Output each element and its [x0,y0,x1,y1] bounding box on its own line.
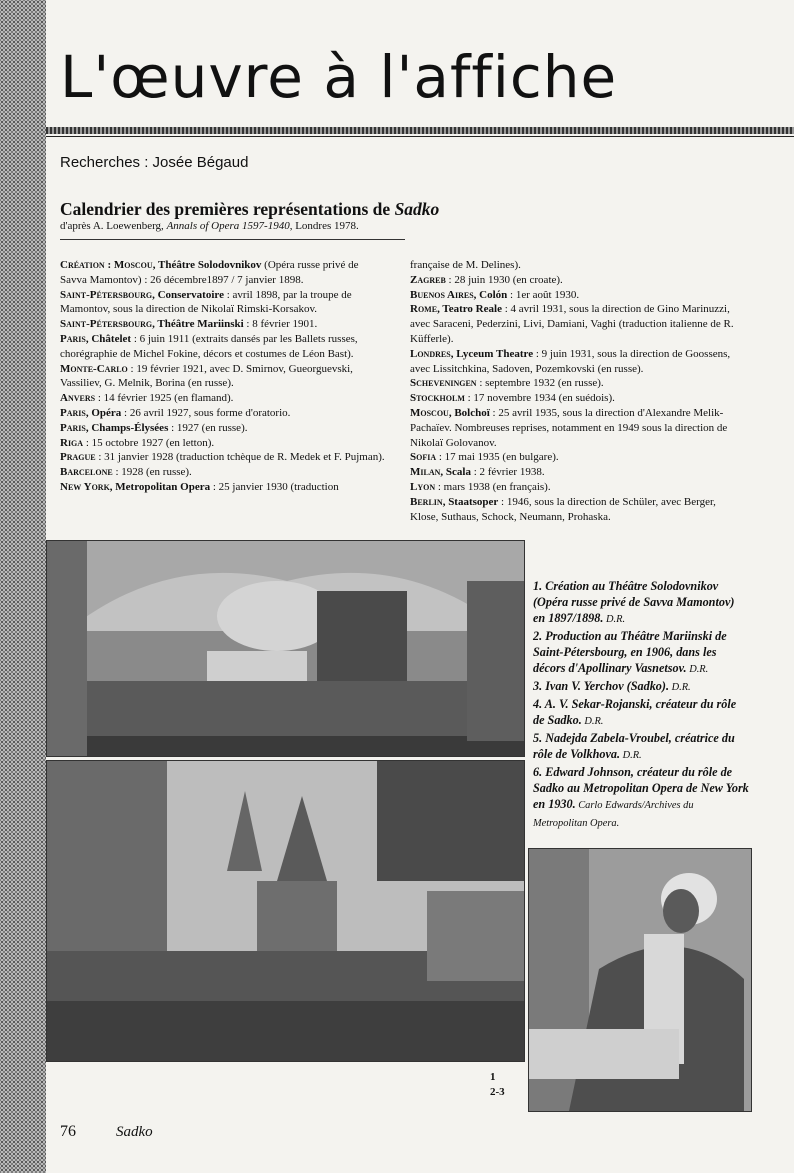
calendar-details: : 26 avril 1927, sous forme d'oratorio. [121,406,291,419]
calendar-venue: Théâtre Solodovnikov [158,259,262,271]
caption-text: 3. Ivan V. Yerchov (Sadko). [533,679,669,693]
calendar-column-right [410,258,738,524]
calendar-entry: Londres, Lyceum Theatre : 9 juin 1931, sous la direction de Goossens, avec Lissitchkina, Sadoven, Pozemkovski (en russe). [410,347,731,375]
calendar-place: Barcelone [60,466,113,479]
title-rule-thin [46,136,794,137]
calendar-entry: Paris, Châtelet : 6 juin 1911 (extraits dansés par les Ballets russes, chorégraphie de Michel Fokine, décors et costumes de Léon Bast). [60,332,358,360]
calendar-place: Moscou [410,406,449,419]
photo-number-1: 1 [490,1071,496,1083]
calendar-entry [410,450,738,465]
calendar-details: : 1928 (en russe). [112,466,192,479]
calendar-entry [410,391,738,406]
calendar-details: française de M. Delines). [410,259,521,271]
calendar-details: : 19 février 1921, avec D. Smirnov, Gueorguevski, Vassiliev, G. Melnik, Borina (en russe). [60,362,353,390]
calendar-entry [410,376,738,391]
calendar-entry [60,436,388,451]
caption-credit: D.R. [686,664,709,675]
calendar-entry: Paris, Opéra : 26 avril 1927, sous forme d'oratorio. [60,406,291,419]
photo-premiere-scene [46,540,525,757]
caption-credit: D.R. [620,750,642,761]
calendar-entry: New York, Metropolitan Opera : 25 janvier 1930 (traduction [60,480,339,493]
calendar-entry: Création : Moscou, Théâtre Solodovnikov (Opéra russe privé de Savva Mamontov) : 26 décembre1897 / 7 janvier 1898. [60,259,359,286]
calendar-place: Buenos Aires [410,288,474,301]
calendar-place: New York [60,480,110,493]
photo-mariinski-scene [46,760,525,1062]
calendar-place: Lyon [410,480,436,493]
calendar-venue: Opéra [91,406,122,419]
calendar-place: Riga [60,436,84,449]
calendar-venue: Châtelet [91,332,132,345]
calendar-place: Zagreb [410,273,446,286]
source-rule [60,239,405,240]
caption-text: 6. Edward Johnson, créateur du rôle de Sadko au Metropolitan Opera de New York en 1930. [533,765,749,811]
calendar-details: : 1er août 1930. [507,288,580,301]
calendar-place: Saint-Pétersbourg [60,288,153,301]
caption-1 [533,578,749,628]
calendar-place: Prague [60,451,96,464]
calendar-entry [60,450,388,465]
calendar-place: Scheveningen [410,377,477,390]
calendar-venue: Metropolitan Opera [115,480,211,493]
calendar-entry: Paris, Champs-Élysées : 1927 (en russe). [60,421,248,434]
calendar-place: Paris [60,406,86,419]
calendar-place: Création : Moscou [60,259,153,271]
calendar-details: : 25 janvier 1930 (traduction [210,480,339,493]
calendar-entry [410,273,738,288]
page-title: L'œuvre à l'affiche [60,43,618,111]
calendar-place: Berlin [410,495,443,508]
calendar-details: : 25 avril 1935, sous la direction d'Alexandre Melik-Pachaïev. Nombreuses reprises, notamment en 1949 sous la direction de Nikolaï Golovanov. [410,406,728,449]
calendar-venue: Théâtre Mariinski [157,318,244,331]
calendar-place: Sofia [410,451,437,464]
calendar-details: : 6 juin 1911 (extraits dansés par les Ballets russes, chorégraphie de Michel Fokine, décors et costumes de Léon Bast). [60,332,358,360]
calendar-place: Saint-Pétersbourg [60,318,153,331]
calendar-details: : 15 octobre 1927 (en letton). [83,436,215,449]
calendar-place: Londres [410,347,451,360]
title-band [0,0,794,138]
caption-text: 2. Production au Théâtre Mariinski de Saint-Pétersbourg, en 1906, dans les décors d'Apollinary Vasnetsov. [533,629,727,675]
calendar-place: Paris [60,421,86,434]
caption-4 [533,696,749,730]
calendar-venue: Champs-Élysées [91,421,169,434]
caption-3 [533,678,749,696]
calendar-details: : mars 1938 (en français). [435,480,551,493]
caption-credit: D.R. [581,716,604,727]
caption-2 [533,628,749,678]
calendar-details: : 28 juin 1930 (en croate). [445,273,563,286]
calendar-details: : 17 novembre 1934 (en suédois). [464,392,615,405]
calendar-entry: Rome, Teatro Reale : 4 avril 1931, sous la direction de Gino Marinuzzi, avec Saraceni, Pederzini, Livi, Damiani, Vaghi (traduction italienne de R. Küfferle). [410,303,734,345]
calendar-place: Monte-Carlo [60,362,128,375]
section-heading: Calendrier des premières représentations de Sadko [60,199,440,219]
calendar-venue: Teatro Reale [442,303,502,316]
calendar-venue: Lyceum Theatre [456,347,534,360]
running-title: Sadko [116,1124,153,1140]
calendar-place: Milan [410,466,441,479]
caption-text: 1. Création au Théâtre Solodovnikov (Opéra russe privé de Savva Mamontov) en 1897/1898. [533,579,735,625]
caption-text: 5. Nadejda Zabela-Vroubel, créatrice du rôle de Volkhova. [533,731,735,761]
caption-6 [533,764,749,832]
calendar-details: (Opéra russe privé de Savva Mamontov) : 26 décembre1897 / 7 janvier 1898. [60,259,359,286]
calendar-entry: Berlin, Staatsoper : 1946, sous la direction de Schüler, avec Berger, Klose, Suthaus, Schock, Neumann, Prohaska. [410,495,716,523]
calendar-venue: Staatsoper [448,495,499,508]
caption-text: 4. A. V. Sekar-Rojanski, créateur du rôle de Sadko. [533,697,737,727]
calendar-details: : septembre 1932 (en russe). [476,377,604,390]
caption-credit: D.R. [603,614,626,625]
calendar-place: Rome [410,303,438,316]
calendar-entry: Buenos Aires, Colón : 1er août 1930. [410,288,580,301]
calendar-entry [60,391,388,406]
caption-credit: Carlo Edwards/Archives du Metropolitan Opera. [533,800,694,829]
photo-number-2-3: 2-3 [490,1086,505,1098]
calendar-column-left [60,258,388,495]
calendar-place: Stockholm [410,392,465,405]
caption-credit: D.R. [669,682,691,693]
calendar-details: : 1927 (en russe). [168,421,248,434]
research-credit: Recherches : Josée Bégaud [60,154,249,171]
calendar-entry [410,258,738,273]
calendar-entry [60,465,388,480]
calendar-venue: Conservatoire [157,288,224,301]
calendar-venue: Bolchoï [454,406,490,419]
calendar-details: : 1946, sous la direction de Schüler, avec Berger, Klose, Suthaus, Schock, Neumann, Prohaska. [410,495,716,523]
calendar-venue: Scala [445,466,471,479]
calendar-details: : 2 février 1938. [470,466,545,479]
calendar-venue: Colón [479,288,508,301]
calendar-details: : 17 mai 1935 (en bulgare). [436,451,559,464]
calendar-entry: Moscou, Bolchoï : 25 avril 1935, sous la direction d'Alexandre Melik-Pachaïev. Nombreuses reprises, notamment en 1949 sous la direction de Nikolaï Golovanov. [410,406,728,449]
caption-5 [533,730,749,764]
calendar-entry [60,362,388,392]
calendar-details: : 8 février 1901. [243,318,318,331]
calendar-details: : 4 avril 1931, sous la direction de Gino Marinuzzi, avec Saraceni, Pederzini, Livi, Damiani, Vaghi (traduction italienne de R. Küfferle). [410,303,734,345]
calendar-place: Anvers [60,392,96,405]
photo-captions [533,578,749,832]
calendar-entry: Milan, Scala : 2 février 1938. [410,466,545,479]
source-note: d'après A. Loewenberg, Annals of Opera 1597-1940, Londres 1978. [60,220,359,232]
calendar-place: Paris [60,332,86,345]
calendar-entry: Saint-Pétersbourg, Théâtre Mariinski : 8 février 1901. [60,318,318,331]
title-rule [46,127,794,134]
calendar-details: : 31 janvier 1928 (traduction tchèque de R. Medek et F. Pujman). [95,451,385,464]
calendar-entry [410,480,738,495]
halftone-side-band [0,0,46,1173]
calendar-details: : 14 février 1925 (en flamand). [95,392,234,405]
calendar-details: : 9 juin 1931, sous la direction de Goossens, avec Lissitchkina, Sadoven, Pozemkovski (en russe). [410,347,731,375]
calendar-details: : avril 1898, par la troupe de Mamontov, sous la direction de Nikolaï Rimski-Korsakov. [60,288,352,316]
calendar-entry: Saint-Pétersbourg, Conservatoire : avril 1898, par la troupe de Mamontov, sous la direction de Nikolaï Rimski-Korsakov. [60,288,352,316]
photo-edward-johnson [528,848,752,1112]
page-number: 76 [60,1123,76,1140]
